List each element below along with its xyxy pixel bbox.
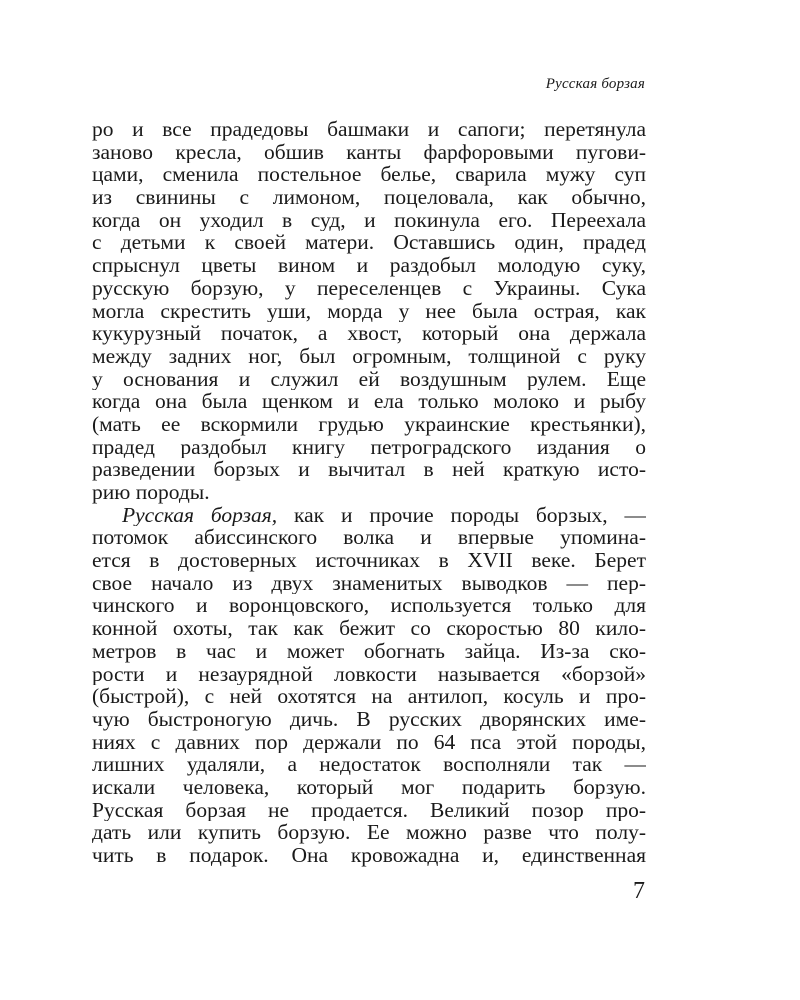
text-line: метров в час и может обогнать зайца. Из-за ско- bbox=[92, 639, 646, 663]
text-line: Русская борзая не продается. Великий позор про- bbox=[92, 798, 646, 822]
text-line: спрыснул цветы вином и раздобыл молодую суку, bbox=[92, 254, 646, 277]
text-line: конной охоты, так как бежит со скоростью 80 кило- bbox=[92, 617, 646, 640]
text-line: чить в подарок. Она кровожадна и, единственная bbox=[92, 844, 646, 867]
text-line: между задних ног, был огромным, толщиной с руку bbox=[92, 344, 646, 368]
text-line: с детьми к своей матери. Оставшись один, прадед bbox=[92, 231, 646, 255]
text-line: у основания и служил ей воздушным рулем. Еще bbox=[92, 367, 646, 391]
running-header: Русская борзая bbox=[545, 76, 645, 92]
text-line: лишних удаляли, а недостаток восполняли так — bbox=[92, 753, 646, 776]
text-line: чую быстроногую дичь. В русских дворянских име- bbox=[92, 707, 646, 731]
text-line-first bbox=[92, 504, 646, 527]
text-line: когда она была щенком и ела только молоко и рыбу bbox=[92, 390, 646, 413]
text-line: ется в достоверных источниках в XVII веке. Берет bbox=[92, 549, 646, 572]
text-line: рию породы. bbox=[92, 481, 210, 504]
text-line: (быстрой), с ней охотятся на антилоп, косуль и про- bbox=[92, 685, 646, 708]
text-line: из свинины с лимоном, поцеловала, как обычно, bbox=[92, 186, 646, 209]
text-line: кукурузный початок, а хвост, который она держала bbox=[92, 322, 646, 345]
lead-rest: как и прочие породы борзых, — bbox=[277, 503, 646, 527]
text-line: рости и незаурядной ловкости называется «борзой» bbox=[92, 662, 646, 686]
body-text bbox=[92, 118, 646, 867]
text-line: прадед раздобыл книгу петроградского издания о bbox=[92, 435, 646, 459]
text-line: искали человека, который мог подарить борзую. bbox=[92, 775, 646, 799]
text-line: русскую борзую, у переселенцев с Украины. Сука bbox=[92, 276, 646, 300]
text-line: ро и все прадедовы башмаки и сапоги; перетянула bbox=[92, 118, 646, 141]
text-line: дать или купить борзую. Ее можно разве что полу- bbox=[92, 821, 646, 844]
paragraph-1 bbox=[92, 118, 646, 504]
text-line: потомок абиссинского волка и впервые упомина- bbox=[92, 526, 646, 550]
text-line: ниях с давних пор держали по 64 пса этой породы, bbox=[92, 730, 646, 754]
text-line: могла скрестить уши, морда у нее была острая, как bbox=[92, 299, 646, 323]
page-number: 7 bbox=[633, 878, 645, 904]
text-line: заново кресла, обшив канты фарфоровыми пугови- bbox=[92, 140, 646, 164]
text-line: когда он уходил в суд, и покинула его. Переехала bbox=[92, 208, 646, 232]
text-line: свое начало из двух знаменитых выводков — пер- bbox=[92, 571, 646, 595]
paragraph-2 bbox=[92, 504, 646, 867]
text-line: разведении борзых и вычитал в ней краткую исто- bbox=[92, 458, 646, 481]
italic-lead: Русская борзая, bbox=[122, 503, 278, 527]
text-line: чинского и воронцовского, используется только для bbox=[92, 594, 646, 618]
text-line: (мать ее вскормили грудью украинские крестьянки), bbox=[92, 412, 646, 436]
text-line: цами, сменила постельное белье, сварила мужу суп bbox=[92, 163, 646, 187]
